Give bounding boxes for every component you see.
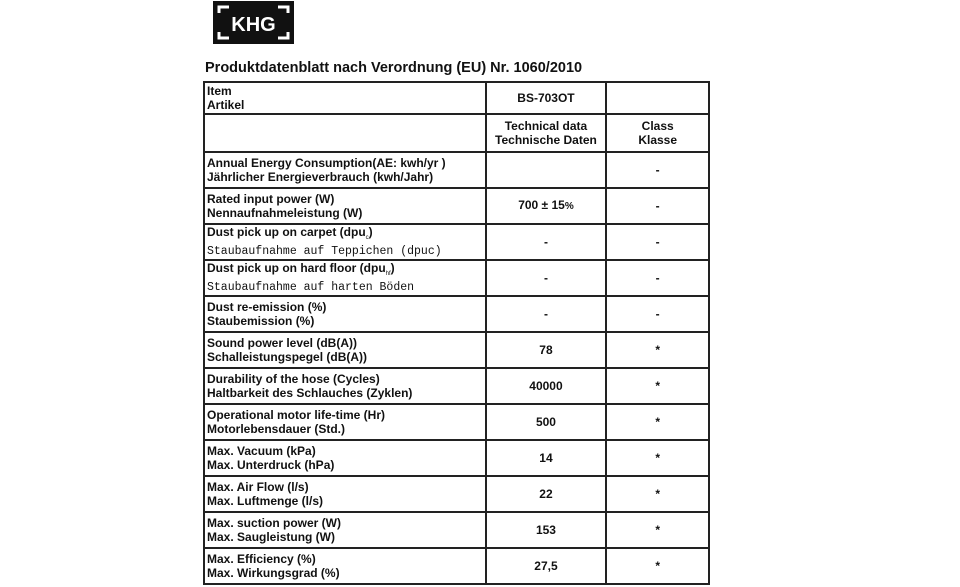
row-label-de: Max. Unterdruck (hPa) xyxy=(207,458,335,472)
row-class: * xyxy=(606,368,709,404)
row-label-en-text: Dust pick up on carpet (dpu xyxy=(207,225,366,239)
row-label-de: Staubaufnahme auf Teppichen (dpuc) xyxy=(207,245,442,258)
row-class: - xyxy=(606,188,709,224)
row-value-number: 700 ± 15 xyxy=(518,198,565,212)
document-title: Produktdatenblatt nach Verordnung (EU) Nr. 1060/2010 xyxy=(205,60,583,76)
row-value: 78 xyxy=(486,332,607,368)
close-paren: ) xyxy=(390,261,395,275)
row-class: * xyxy=(606,548,709,584)
row-class: * xyxy=(606,476,709,512)
row-label-de: Max. Wirkungsgrad (%) xyxy=(207,566,340,580)
table-row xyxy=(204,260,709,296)
table-row xyxy=(204,188,709,224)
model-name: BS-703OT xyxy=(486,82,607,114)
row-label-en: Sound power level (dB(A)) xyxy=(207,336,357,350)
row-label-de: Schalleistungspegel (dB(A)) xyxy=(207,350,368,364)
row-label xyxy=(204,260,486,296)
header-row-columns xyxy=(204,114,709,152)
table-row xyxy=(204,332,709,368)
empty-header-cell xyxy=(606,82,709,114)
row-label xyxy=(204,440,486,476)
row-value: - xyxy=(486,260,607,296)
row-class: - xyxy=(606,296,709,332)
row-value: 500 xyxy=(486,404,607,440)
row-label-en: Max. Vacuum (kPa) xyxy=(207,444,316,458)
header-row-item xyxy=(204,82,709,114)
row-class: * xyxy=(606,512,709,548)
row-label-de: Jährlicher Energieverbrauch (kwh/Jahr) xyxy=(207,170,434,184)
table-row xyxy=(204,152,709,188)
row-value xyxy=(486,152,607,188)
product-data-table xyxy=(203,81,710,585)
row-label-en xyxy=(207,225,483,245)
row-label-de: Motorlebensdauer (Std.) xyxy=(207,422,346,436)
row-label xyxy=(204,224,486,260)
item-label-cell xyxy=(204,82,486,114)
row-label xyxy=(204,188,486,224)
row-label-en: Annual Energy Consumption(AE: kwh/yr ) xyxy=(207,156,446,170)
row-label-en xyxy=(207,261,483,281)
row-label xyxy=(204,404,486,440)
row-value: 27,5 xyxy=(486,548,607,584)
row-label-en: Dust re-emission (%) xyxy=(207,300,327,314)
table-row xyxy=(204,512,709,548)
row-label xyxy=(204,512,486,548)
row-class: - xyxy=(606,260,709,296)
row-label xyxy=(204,296,486,332)
row-label-en: Max. Efficiency (%) xyxy=(207,552,316,566)
logo-text: KHG xyxy=(231,14,276,36)
row-value-unit: % xyxy=(564,201,574,212)
class-header xyxy=(606,114,709,152)
empty-label-cell xyxy=(204,114,486,152)
subscript: hf xyxy=(385,271,391,277)
class-en: Class xyxy=(641,119,674,133)
row-class: * xyxy=(606,404,709,440)
row-class: - xyxy=(606,152,709,188)
row-label xyxy=(204,548,486,584)
row-label-en: Max. suction power (W) xyxy=(207,516,342,530)
table-row xyxy=(204,548,709,584)
row-label xyxy=(204,152,486,188)
row-label-en: Rated input power (W) xyxy=(207,192,335,206)
row-label xyxy=(204,332,486,368)
row-label-de: Haltbarkeit des Schlauches (Zyklen) xyxy=(207,386,413,400)
subscript: c xyxy=(365,235,369,241)
row-value: - xyxy=(486,296,607,332)
table-row xyxy=(204,368,709,404)
table-row xyxy=(204,440,709,476)
row-label-en: Operational motor life-time (Hr) xyxy=(207,408,386,422)
row-value: 14 xyxy=(486,440,607,476)
table-row xyxy=(204,296,709,332)
row-label-de: Max. Saugleistung (W) xyxy=(207,530,336,544)
item-label-de: Artikel xyxy=(207,98,245,112)
row-value: - xyxy=(486,224,607,260)
class-de: Klasse xyxy=(638,133,678,147)
row-class: * xyxy=(606,440,709,476)
row-label-de: Nennaufnahmeleistung (W) xyxy=(207,206,363,220)
row-label-en: Max. Air Flow (l/s) xyxy=(207,480,309,494)
table-row xyxy=(204,224,709,260)
row-label-de: Max. Luftmenge (l/s) xyxy=(207,494,324,508)
row-label xyxy=(204,476,486,512)
item-label-en: Item xyxy=(207,84,232,98)
row-value: 40000 xyxy=(486,368,607,404)
row-label-de: Staubemission (%) xyxy=(207,314,315,328)
khg-logo xyxy=(213,1,294,44)
close-paren: ) xyxy=(368,225,373,239)
row-value: 153 xyxy=(486,512,607,548)
row-label xyxy=(204,368,486,404)
row-value: 22 xyxy=(486,476,607,512)
row-value xyxy=(486,188,607,224)
table-row xyxy=(204,476,709,512)
technical-data-en: Technical data xyxy=(504,119,588,133)
row-label-en: Durability of the hose (Cycles) xyxy=(207,372,380,386)
row-class: - xyxy=(606,224,709,260)
technical-data-header xyxy=(486,114,607,152)
row-class: * xyxy=(606,332,709,368)
row-label-de: Staubaufnahme auf harten Böden xyxy=(207,281,415,294)
technical-data-de: Technische Daten xyxy=(495,133,597,147)
table-row xyxy=(204,404,709,440)
row-label-en-text: Dust pick up on hard floor (dpu xyxy=(207,261,386,275)
